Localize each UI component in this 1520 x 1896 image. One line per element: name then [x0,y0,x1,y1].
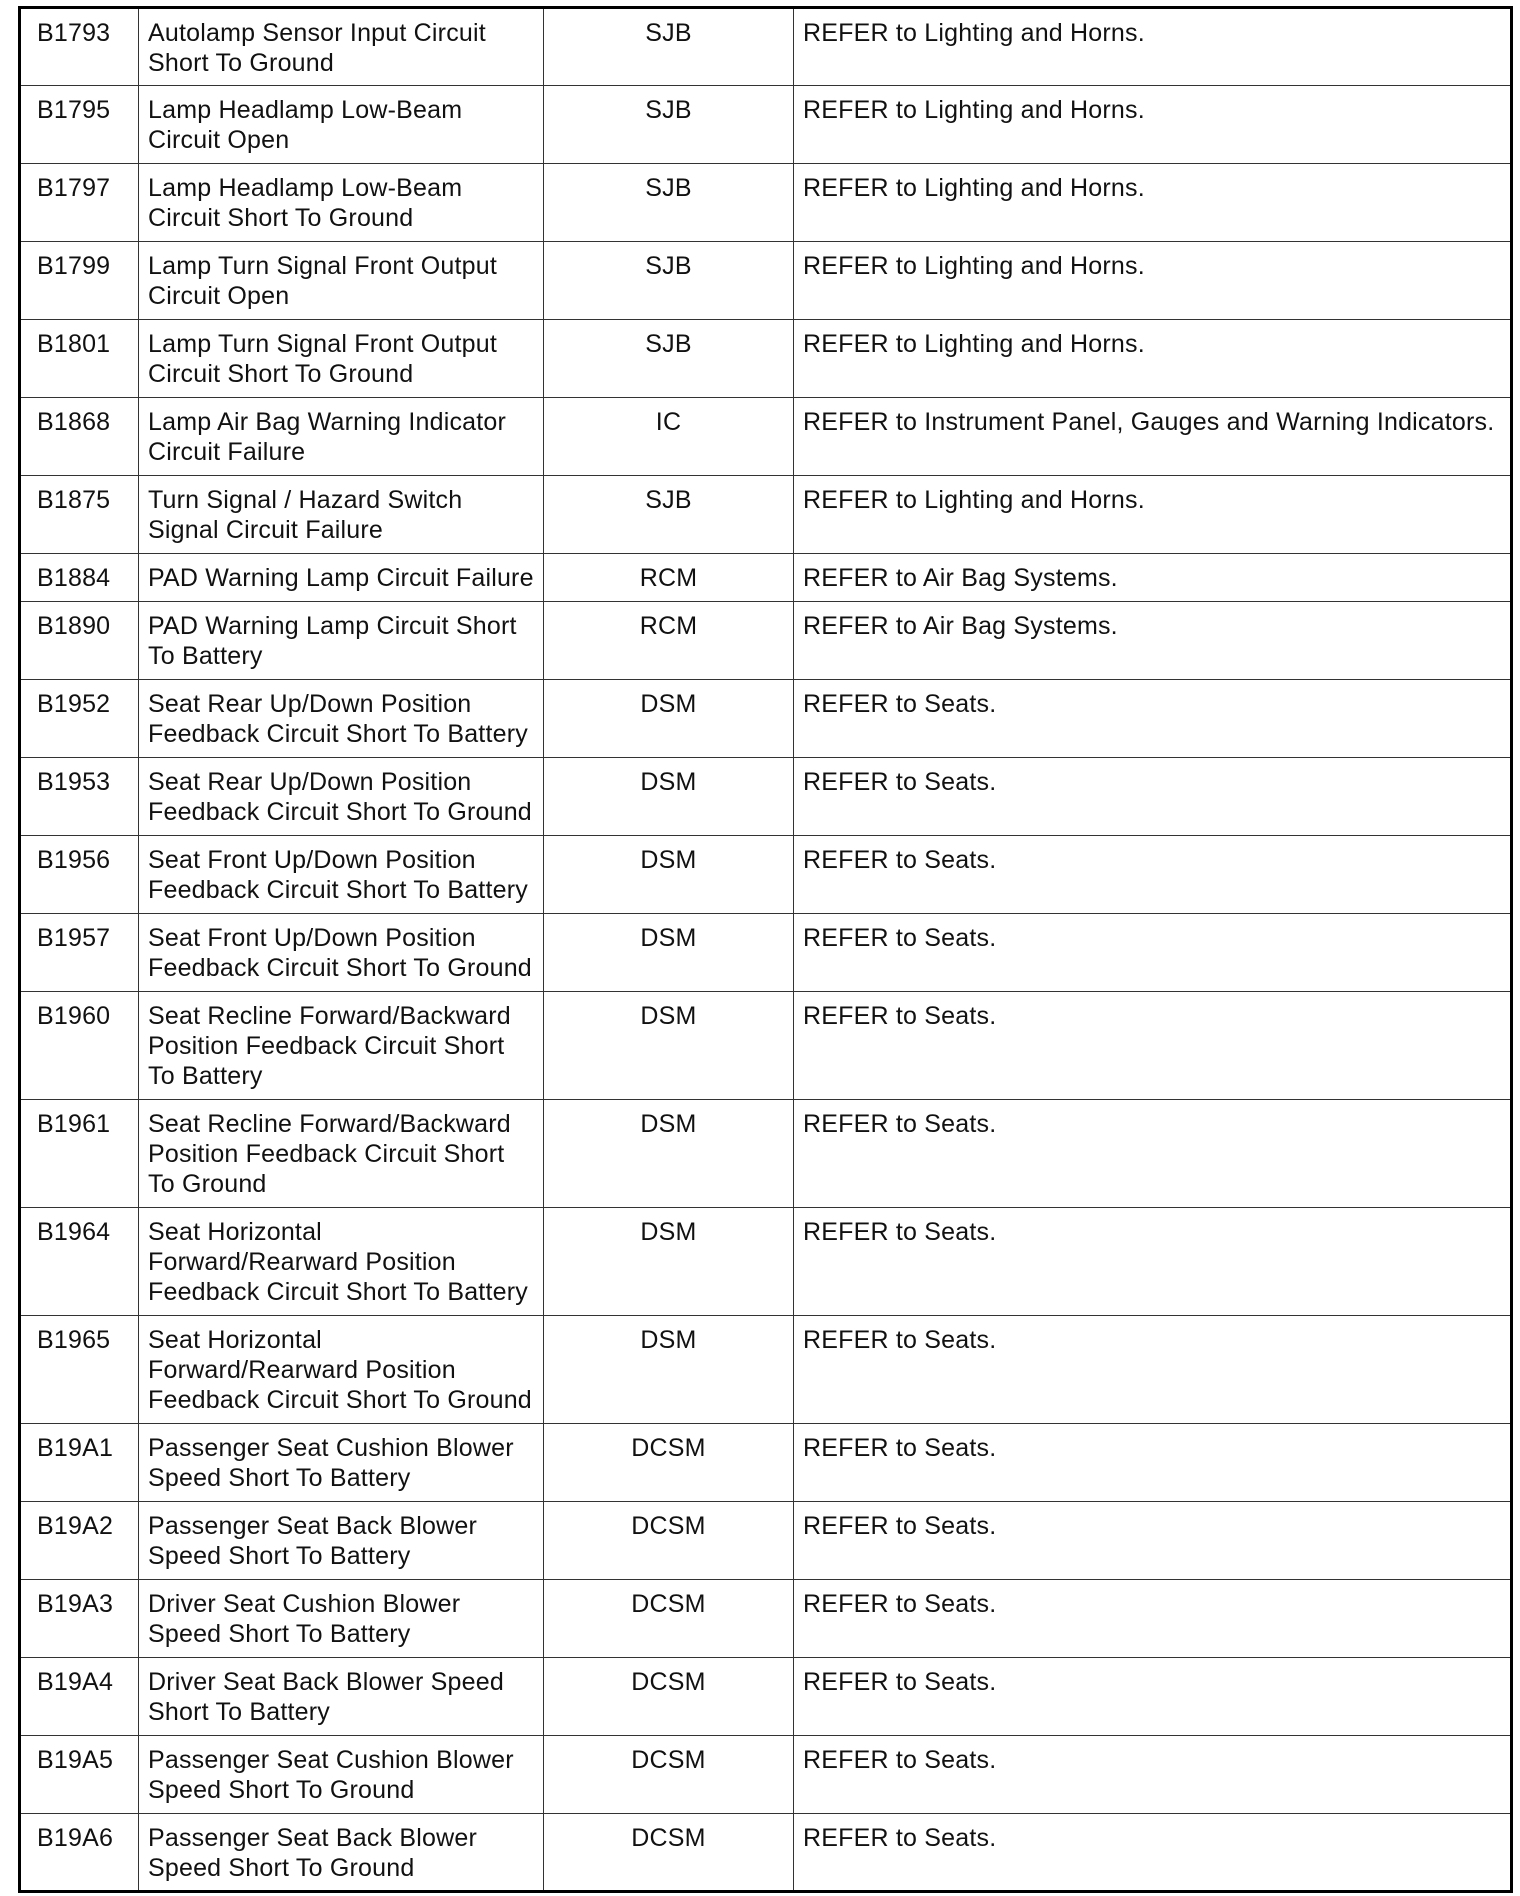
dtc-description: Lamp Air Bag Warning Indicator Circuit Failure [139,398,544,476]
dtc-module: DCSM [544,1658,794,1736]
dtc-code: B1797 [20,164,139,242]
dtc-description: Passenger Seat Cushion Blower Speed Short To Ground [139,1736,544,1814]
dtc-code: B1799 [20,242,139,320]
table-row [20,1100,1512,1208]
table-row [20,164,1512,242]
table-row [20,992,1512,1100]
dtc-description: Lamp Headlamp Low-Beam Circuit Open [139,86,544,164]
dtc-action: REFER to Seats. [794,914,1512,992]
dtc-code: B1965 [20,1316,139,1424]
dtc-code: B19A5 [20,1736,139,1814]
dtc-code: B19A4 [20,1658,139,1736]
table-row [20,1814,1512,1892]
dtc-description: Seat Front Up/Down Position Feedback Circuit Short To Ground [139,914,544,992]
dtc-description: Seat Horizontal Forward/Rearward Position Feedback Circuit Short To Ground [139,1316,544,1424]
dtc-action: REFER to Lighting and Horns. [794,320,1512,398]
dtc-action: REFER to Lighting and Horns. [794,242,1512,320]
dtc-table-body [20,8,1512,1892]
dtc-module: SJB [544,164,794,242]
table-row [20,242,1512,320]
dtc-description: Seat Recline Forward/Backward Position Feedback Circuit Short To Battery [139,992,544,1100]
dtc-action: REFER to Seats. [794,836,1512,914]
dtc-code: B1952 [20,680,139,758]
dtc-code: B1961 [20,1100,139,1208]
dtc-code: B1875 [20,476,139,554]
dtc-description: Seat Front Up/Down Position Feedback Circuit Short To Battery [139,836,544,914]
dtc-action: REFER to Lighting and Horns. [794,8,1512,86]
dtc-code: B1801 [20,320,139,398]
dtc-module: DSM [544,1208,794,1316]
dtc-code: B1868 [20,398,139,476]
dtc-description: Passenger Seat Back Blower Speed Short To Ground [139,1814,544,1892]
dtc-action: REFER to Air Bag Systems. [794,554,1512,602]
dtc-description: Seat Horizontal Forward/Rearward Position Feedback Circuit Short To Battery [139,1208,544,1316]
dtc-description: Lamp Turn Signal Front Output Circuit Open [139,242,544,320]
dtc-code: B1956 [20,836,139,914]
table-row [20,836,1512,914]
table-row [20,1736,1512,1814]
dtc-module: DSM [544,992,794,1100]
dtc-module: SJB [544,476,794,554]
dtc-action: REFER to Seats. [794,992,1512,1100]
dtc-code: B19A2 [20,1502,139,1580]
dtc-action: REFER to Seats. [794,1208,1512,1316]
dtc-action: REFER to Seats. [794,1814,1512,1892]
dtc-action: REFER to Lighting and Horns. [794,476,1512,554]
table-row [20,476,1512,554]
dtc-action: REFER to Instrument Panel, Gauges and Warning Indicators. [794,398,1512,476]
dtc-action: REFER to Seats. [794,1580,1512,1658]
dtc-description: Seat Rear Up/Down Position Feedback Circuit Short To Ground [139,758,544,836]
dtc-action: REFER to Air Bag Systems. [794,602,1512,680]
dtc-description: PAD Warning Lamp Circuit Failure [139,554,544,602]
dtc-description: Turn Signal / Hazard Switch Signal Circuit Failure [139,476,544,554]
dtc-description: Autolamp Sensor Input Circuit Short To Ground [139,8,544,86]
dtc-action: REFER to Lighting and Horns. [794,86,1512,164]
dtc-module: DCSM [544,1502,794,1580]
dtc-module: SJB [544,320,794,398]
dtc-action: REFER to Seats. [794,1658,1512,1736]
table-row [20,1316,1512,1424]
dtc-code: B1960 [20,992,139,1100]
dtc-action: REFER to Seats. [794,1100,1512,1208]
dtc-module: DCSM [544,1736,794,1814]
table-row [20,680,1512,758]
dtc-description: Driver Seat Cushion Blower Speed Short To Battery [139,1580,544,1658]
dtc-code: B1957 [20,914,139,992]
table-row [20,1658,1512,1736]
dtc-module: DSM [544,1100,794,1208]
dtc-action: REFER to Seats. [794,1424,1512,1502]
dtc-module: DCSM [544,1814,794,1892]
dtc-module: RCM [544,554,794,602]
table-row [20,86,1512,164]
dtc-module: DSM [544,758,794,836]
table-row [20,320,1512,398]
table-row [20,554,1512,602]
dtc-description: Driver Seat Back Blower Speed Short To Battery [139,1658,544,1736]
dtc-code: B1884 [20,554,139,602]
dtc-action: REFER to Seats. [794,1316,1512,1424]
dtc-description: Lamp Headlamp Low-Beam Circuit Short To Ground [139,164,544,242]
table-row [20,914,1512,992]
dtc-module: SJB [544,86,794,164]
dtc-action: REFER to Seats. [794,680,1512,758]
dtc-code: B19A1 [20,1424,139,1502]
dtc-module: SJB [544,242,794,320]
dtc-table [18,6,1513,1893]
dtc-code: B1953 [20,758,139,836]
dtc-description: PAD Warning Lamp Circuit Short To Battery [139,602,544,680]
dtc-description: Passenger Seat Back Blower Speed Short To Battery [139,1502,544,1580]
dtc-module: DSM [544,680,794,758]
dtc-code: B1890 [20,602,139,680]
table-row [20,1502,1512,1580]
dtc-action: REFER to Seats. [794,758,1512,836]
table-row [20,758,1512,836]
dtc-module: IC [544,398,794,476]
dtc-module: DCSM [544,1424,794,1502]
dtc-description: Seat Recline Forward/Backward Position Feedback Circuit Short To Ground [139,1100,544,1208]
dtc-code: B1795 [20,86,139,164]
dtc-code: B19A6 [20,1814,139,1892]
dtc-module: RCM [544,602,794,680]
dtc-module: DCSM [544,1580,794,1658]
table-row [20,602,1512,680]
dtc-module: DSM [544,1316,794,1424]
dtc-description: Passenger Seat Cushion Blower Speed Short To Battery [139,1424,544,1502]
dtc-code: B1964 [20,1208,139,1316]
dtc-description: Lamp Turn Signal Front Output Circuit Short To Ground [139,320,544,398]
dtc-description: Seat Rear Up/Down Position Feedback Circuit Short To Battery [139,680,544,758]
dtc-code: B1793 [20,8,139,86]
table-row [20,398,1512,476]
dtc-module: DSM [544,914,794,992]
dtc-module: DSM [544,836,794,914]
dtc-code: B19A3 [20,1580,139,1658]
table-row [20,1580,1512,1658]
table-row [20,8,1512,86]
dtc-module: SJB [544,8,794,86]
table-row [20,1208,1512,1316]
table-row [20,1424,1512,1502]
dtc-action: REFER to Seats. [794,1502,1512,1580]
dtc-action: REFER to Seats. [794,1736,1512,1814]
dtc-action: REFER to Lighting and Horns. [794,164,1512,242]
